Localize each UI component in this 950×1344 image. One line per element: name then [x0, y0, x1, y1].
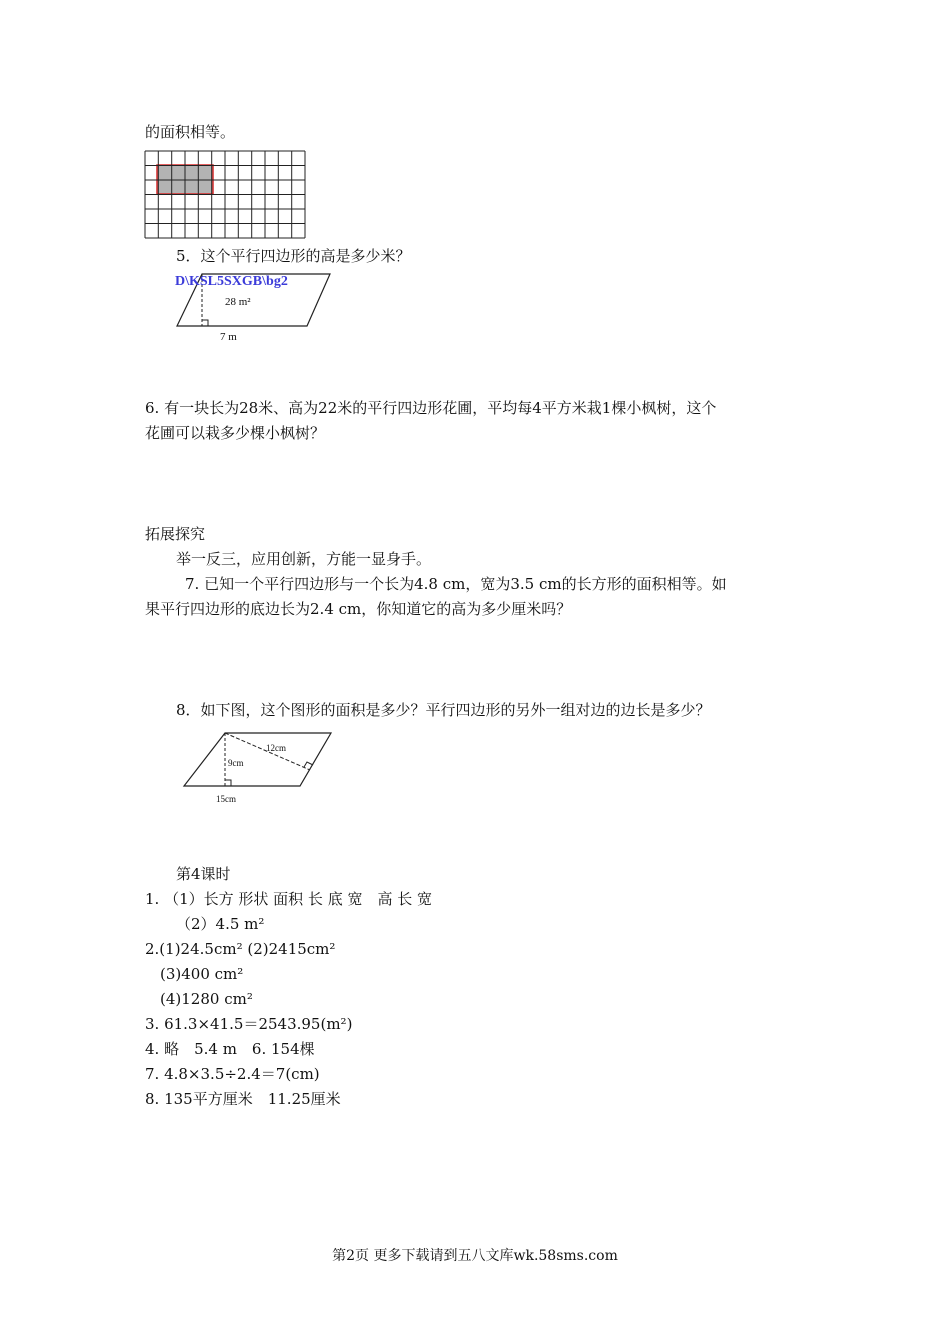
section-motto: 举一反三，应用创新，方能一显身手。 [176, 550, 432, 568]
answer-line: (4)1280 cm² [160, 990, 253, 1008]
parallelogram-figure-q8 [180, 728, 336, 808]
answer-line: 1. （1）长方 形状 面积 长 底 宽 高 长 宽 [145, 890, 433, 908]
question-7-line-1: 7. 已知一个平行四边形与一个长为4.8 cm，宽为3.5 cm的长方形的面积相等。如 [185, 575, 727, 593]
question-6-line-2: 花圃可以栽多少棵小枫树？ [145, 424, 326, 442]
answer-line: 8. 135平方厘米 11.25厘米 [145, 1090, 341, 1108]
answer-line: 2.(1)24.5cm² (2)2415cm² [145, 940, 336, 958]
section-heading: 拓展探究 [145, 525, 206, 543]
answer-line: 4. 略 5.4 m 6. 154棵 [145, 1040, 315, 1058]
answers-title: 第4课时 [176, 865, 231, 883]
label-15cm: 15cm [216, 794, 236, 804]
parallelogram-shape [184, 733, 331, 786]
question-7-line-2: 果平行四边形的底边长为2.4 cm，你知道它的高为多少厘米吗？ [145, 600, 572, 618]
right-angle-mark [202, 320, 208, 326]
base-label: 7 m [220, 331, 237, 343]
answer-line: (3)400 cm² [160, 965, 244, 983]
figure-path-label: D\KSL5SXGB\bg2 [175, 274, 288, 289]
parallelogram-figure-q5 [170, 270, 340, 348]
page-footer: 第2页 更多下载请到五八文库wk.58sms.com [332, 1248, 618, 1264]
question-6-line-1: 6. 有一块长为28米、高为22米的平行四边形花圃，平均每4平方米栽1棵小枫树，这个 [145, 399, 717, 417]
answer-line: 3. 61.3×41.5＝2543.95(m²) [145, 1015, 353, 1033]
label-12cm: 12cm [266, 743, 286, 753]
label-9cm: 9cm [228, 758, 244, 768]
question-8-text: 8．如下图，这个图形的面积是多少？平行四边形的另外一组对边的边长是多少？ [176, 701, 711, 719]
question-5-text: 5．这个平行四边形的高是多少米？ [176, 247, 411, 265]
grid-lines [145, 151, 305, 238]
grid-figure [144, 150, 308, 242]
answer-line: （2）4.5 m² [176, 915, 265, 933]
answer-line: 7. 4.8×3.5÷2.4＝7(cm) [145, 1065, 320, 1083]
right-angle-mark-bottom [225, 780, 231, 786]
intro-text: 的面积相等。 [145, 123, 236, 141]
area-label: 28 m² [225, 296, 251, 308]
